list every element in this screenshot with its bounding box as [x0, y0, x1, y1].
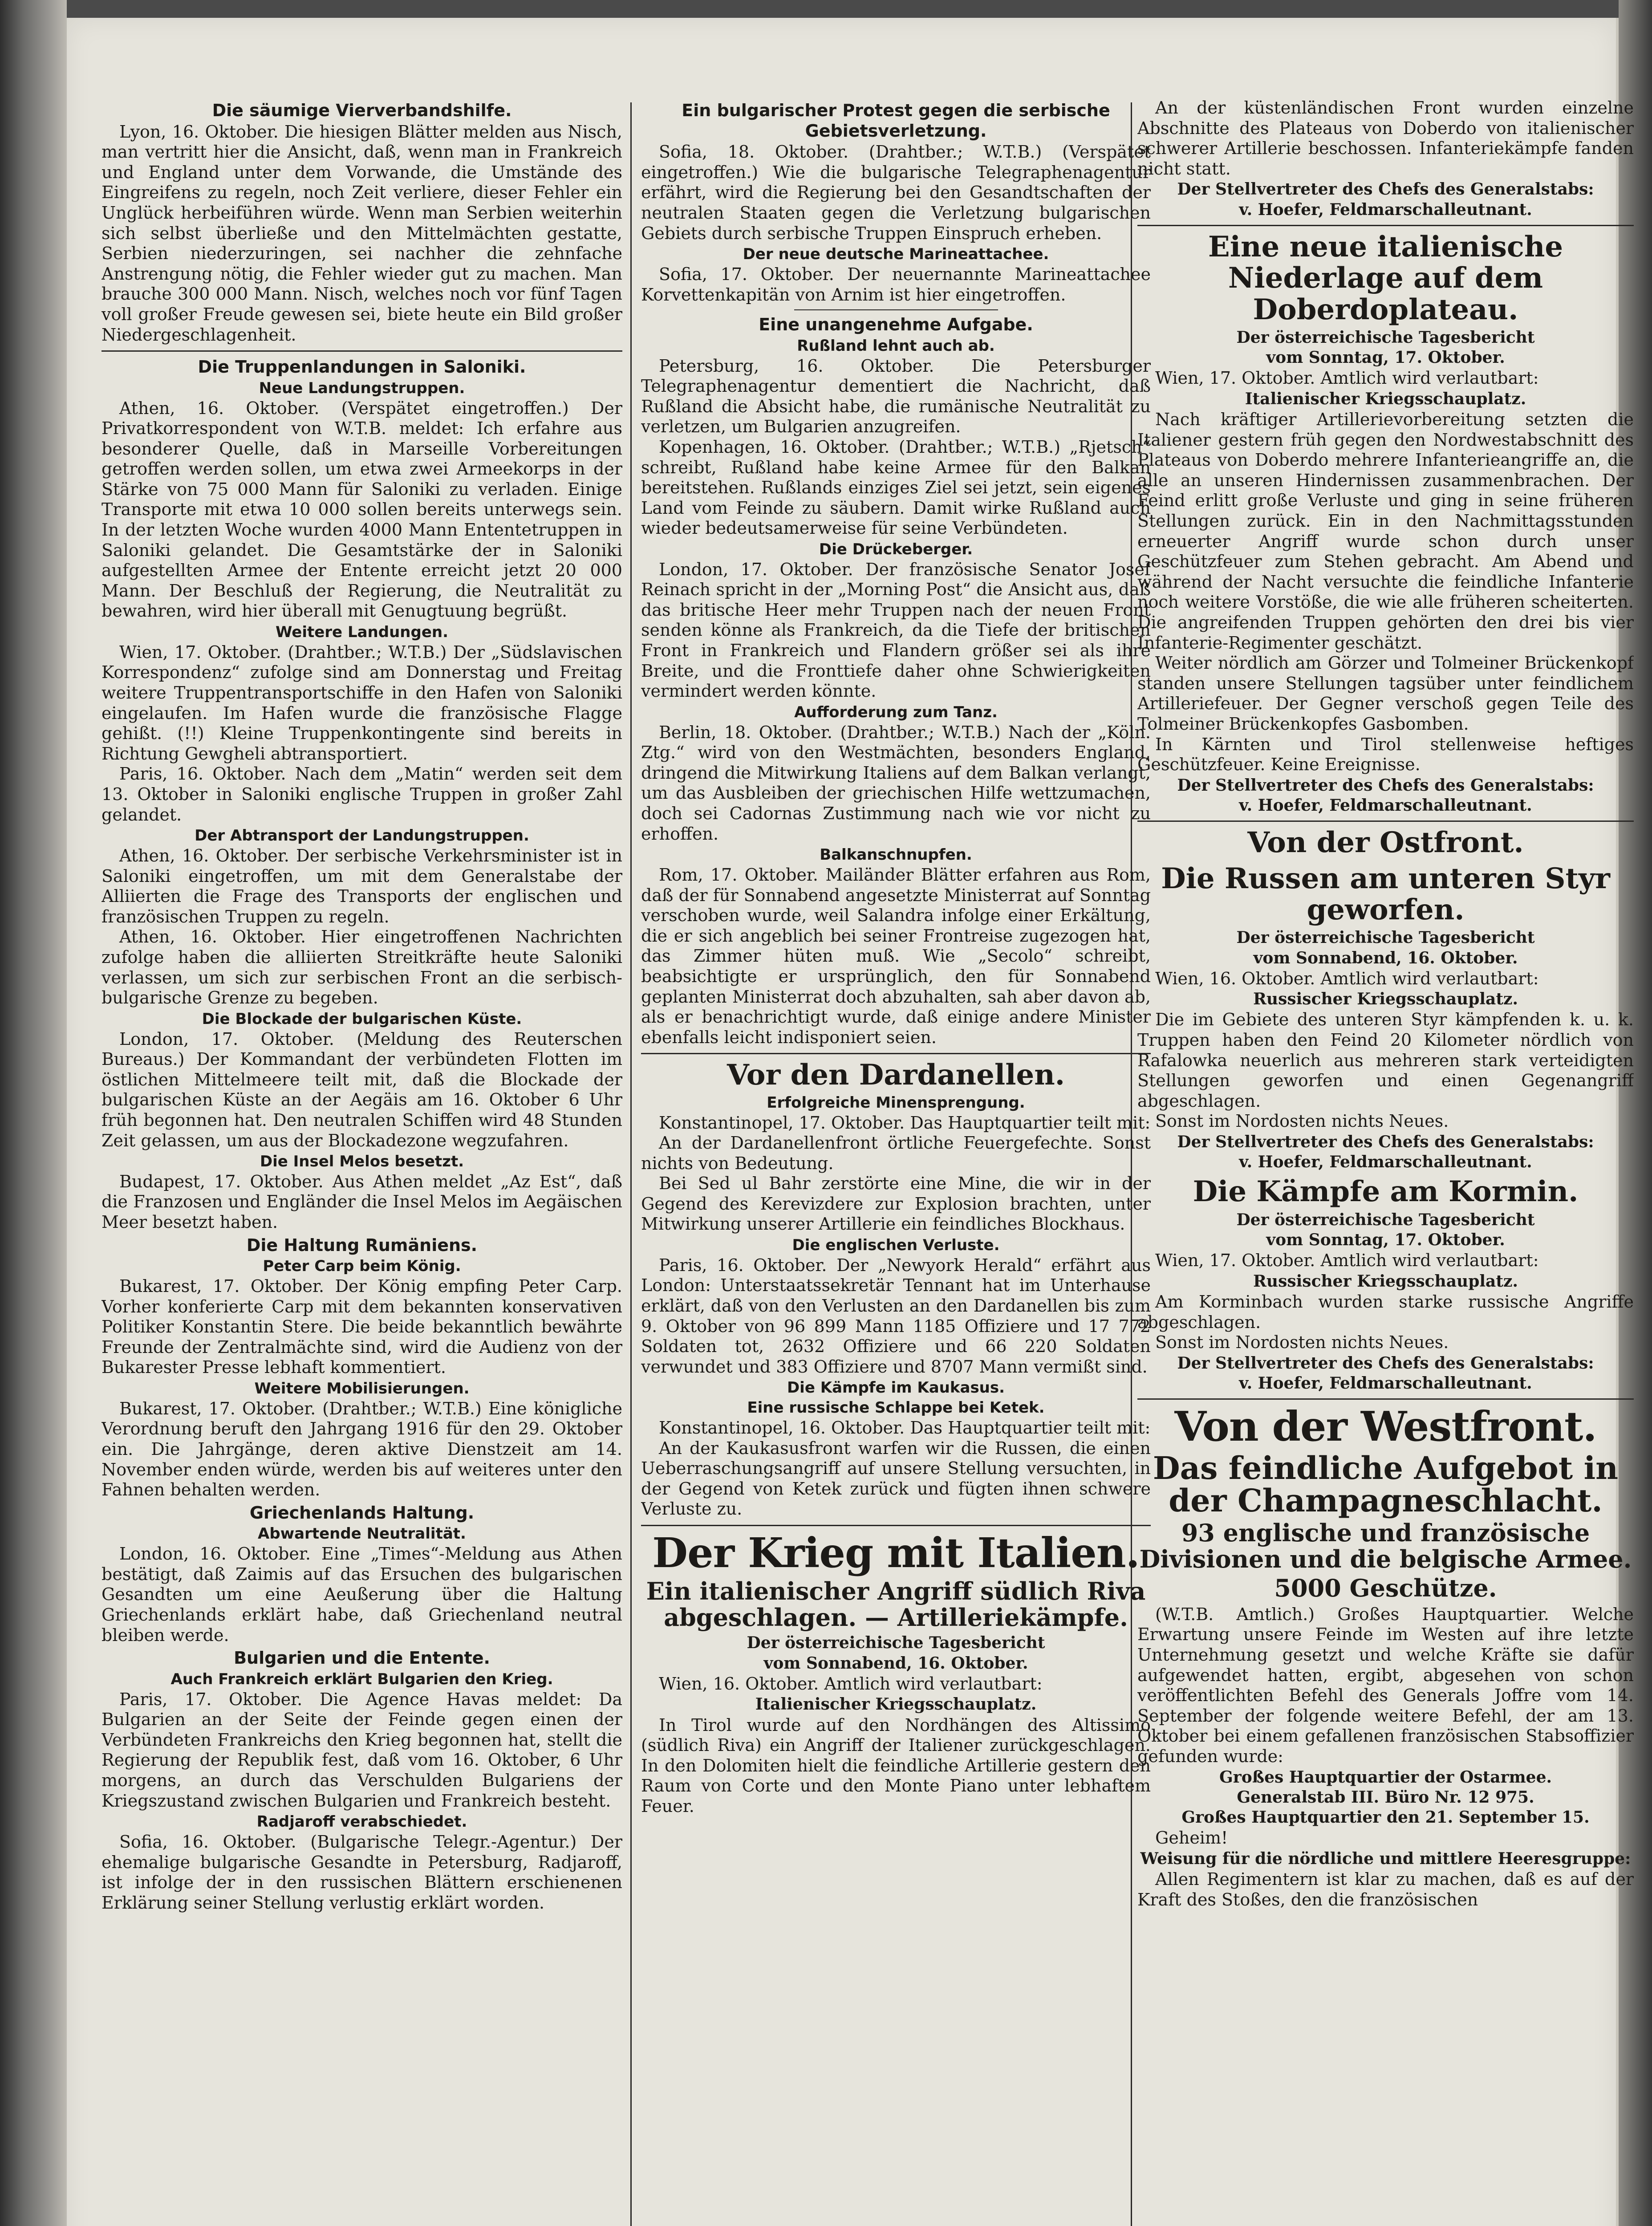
article-paragraph: London, 17. Oktober. (Meldung des Reuterschen Bureaus.) Der Kommandant der verbündeten Flotten im östlichen Mittelmeere teilt mit, daß die Blockade der bulgarischen Küste an der Aegäis am 16. Oktober 6 Uhr früh begonnen hat. Den neutralen Schiffen wird 48 Stunden Zeit gelassen, um aus der Blockadezone wegzufahren.	[101, 1029, 622, 1150]
section-headline: Die Kämpfe am Kormin.	[1193, 1175, 1579, 1209]
dateline-line: v. Hoefer, Feldmarschalleutnant.	[1239, 1153, 1532, 1172]
article-paragraph: London, 16. Oktober. Eine „Times“-Meldung aus Athen bestätigt, daß Zaimis auf das Ersuchen des bulgarischen Gesandten um eine Aeußerung über die Haltung Griechenlands erklärt habe, daß Griechenland neutral bleiben werde.	[101, 1544, 622, 1645]
article-subheadline: Die englischen Verluste.	[792, 1236, 1000, 1255]
article-paragraph: Athen, 16. Oktober. Hier eingetroffenen Nachrichten zufolge haben die alliierten Streitkräfte heute Saloniki verlassen, um sich zur serbischen Front an die serbisch-bulgarische Grenze zu begeben.	[101, 927, 622, 1008]
dateline-line: v. Hoefer, Feldmarschalleutnant.	[1239, 1373, 1532, 1393]
article-subheadline: Weitere Landungen.	[275, 623, 449, 642]
article-subheadline: Erfolgreiche Minensprengung.	[767, 1093, 1025, 1112]
article-subheadline: Balkanschnupfen.	[820, 846, 972, 864]
article-subheadline: Aufforderung zum Tanz.	[794, 703, 998, 721]
column-middle	[641, 98, 1151, 2226]
article-paragraph: (W.T.B. Amtlich.) Großes Hauptquartier. Welche Erwartung unsere Feinde im Westen auf ihre letzte Unternehmung gesetzt und welche Kräfte sie dafür aufgewendet hatten, ergibt, abgesehen von schon veröffentlichten Befehl des Generals Joffre vom 14. September der folgende weitere Befehl, der am 13. Oktober bei einem gefallenen französischen Stabsoffizier gefunden wurde:	[1137, 1604, 1634, 1767]
section-rule	[1137, 1398, 1634, 1400]
column-right	[1137, 98, 1634, 2226]
article-paragraph: In Kärnten und Tirol stellenweise heftiges Geschützfeuer. Keine Ereignisse.	[1137, 734, 1634, 775]
section-headline: Von der Ostfront.	[1247, 826, 1524, 860]
dateline-line: Der Stellvertreter des Chefs des Generalstabs:	[1177, 1133, 1594, 1152]
article-paragraph: Petersburg, 16. Oktober. Die Petersburger Telegraphenagentur dementiert die Nachricht, daß Rußland die Absicht habe, die rumänische Neutralität zu verletzen, um Bulgarien anzugreifen.	[641, 356, 1151, 437]
article-subheadline: Der neue deutsche Marineattachee.	[743, 245, 1049, 264]
article-paragraph: Wien, 17. Oktober. Amtlich wird verlautbart:	[1155, 368, 1539, 388]
article-paragraph: An der küstenländischen Front wurden einzelne Abschnitte des Plateaus von Doberdo von italienischer schwerer Artillerie beschossen. Infanteriekämpfe fanden nicht statt.	[1137, 98, 1634, 179]
dateline-line: Russischer Kriegsschauplatz.	[1253, 1271, 1518, 1291]
article-paragraph: Budapest, 17. Oktober. Aus Athen meldet „Az Est“, daß die Franzosen und Engländer die Insel Melos im Aegäischen Meer besetzt haben.	[101, 1171, 622, 1232]
section-headline: Eine neue italienische Niederlage auf dem Doberdoplateau.	[1208, 230, 1563, 326]
article-subheadline: Die Insel Melos besetzt.	[260, 1153, 464, 1171]
dateline-line: v. Hoefer, Feldmarschalleutnant.	[1239, 200, 1532, 219]
dateline-line: Der österreichische Tagesbericht	[1236, 928, 1535, 947]
short-rule	[794, 309, 998, 310]
feature-headline: 5000 Geschütze.	[1274, 1574, 1497, 1603]
article-headline: Ein bulgarischer Protest gegen die serbische Gebietsverletzung.	[682, 101, 1110, 141]
article-paragraph: Paris, 16. Oktober. Der „Newyork Herald“ erfährt aus London: Unterstaatssekretär Tennant hat im Unterhause erklärt, daß von den Verlusten an den Dardanellen bis zum 9. Oktober von 96 899 Mann 1185 Offiziere und 17 772 Soldaten tot, 2632 Offiziere und 66 220 Soldaten verwundet und 383 Offiziere und 8707 Mann vermißt sind.	[641, 1255, 1151, 1377]
article-paragraph: Wien, 17. Oktober. Amtlich wird verlautbart:	[1155, 1251, 1539, 1271]
article-paragraph: Bukarest, 17. Oktober. Der König empfing Peter Carp. Vorher konferierte Carp mit dem bekannten konservativen Politiker Konstantin Stere. Die beide bekanntlich bewährte Freunde der Zentralmächte sind, wird die Audienz von der Bukarester Presse lebhaft kommentiert.	[101, 1276, 622, 1377]
dateline-line: Der Stellvertreter des Chefs des Generalstabs:	[1177, 180, 1594, 199]
article-subheadline: Eine russische Schlappe bei Ketek.	[747, 1399, 1045, 1417]
banner-headline: Der Krieg mit Italien.	[652, 1529, 1140, 1577]
article-paragraph: Sofia, 17. Oktober. Der neuernannte Marineattachee Korvettenkapitän von Arnim ist hier eingetroffen.	[641, 264, 1151, 305]
article-paragraph: Athen, 16. Oktober. (Verspätet eingetroffen.) Der Privatkorrespondent von W.T.B. meldet: Ich erfahre aus besonderer Quelle, daß in Marseille Vorbereitungen getroffen werden sollen, um etwa zwei Armeekorps in der Stärke von 75 000 Mann für Saloniki zu verladen. Einige Transporte mit etwa 10 000 sollen bereits unterwegs sein. In der letzten Woche wurden 4000 Mann Ententetruppen in Saloniki gelandet. Die Gesamtstärke der in Saloniki aufgestellten Armee der Entente erreicht jetzt 20 000 Mann. Der Beschluß der Regierung, die Neutralität zu bewahren, wird hier überall mit Genugtuung begrüßt.	[101, 398, 622, 621]
dateline-line: Der Stellvertreter des Chefs des Generalstabs:	[1177, 776, 1594, 795]
article-headline: Eine unangenehme Aufgabe.	[759, 315, 1033, 335]
article-paragraph: Konstantinopel, 17. Oktober. Das Hauptquartier teilt mit:	[659, 1113, 1151, 1133]
article-subheadline: Der Abtransport der Landungstruppen.	[195, 827, 529, 845]
article-paragraph: Sofia, 16. Oktober. (Bulgarische Telegr.-Agentur.) Der ehemalige bulgarische Gesandte in Petersburg, Radjaroff, ist infolge der in den russischen Blättern erschienenen Erklärung seiner Stellung verlustig erklärt worden.	[101, 1832, 622, 1913]
banner-headline: Von der Westfront.	[1174, 1402, 1597, 1451]
section-headline: Vor den Dardanellen.	[727, 1058, 1065, 1092]
dateline-line: Der österreichische Tagesbericht	[1236, 328, 1535, 347]
section-headline: Die Russen am unteren Styr geworfen.	[1161, 861, 1610, 926]
dateline-line: Großes Hauptquartier der Ostarmee.	[1219, 1767, 1552, 1787]
article-paragraph: Bukarest, 17. Oktober. (Drahtber.; W.T.B.) Eine königliche Verordnung beruft den Jahrgang 1916 für den 29. Oktober ein. Die Jahrgänge, deren aktive Dienstzeit am 14. November enden würde, werden bis auf weiteres unter den Fahnen behalten werden.	[101, 1398, 622, 1500]
banner-subheadline: Das feindliche Aufgebot in der Champagneschlacht.	[1153, 1449, 1619, 1519]
article-subheadline: Auch Frankreich erklärt Bulgarien den Krieg.	[170, 1670, 553, 1688]
dateline-line: Italienischer Kriegsschauplatz.	[755, 1695, 1037, 1714]
article-paragraph: Rom, 17. Oktober. Mailänder Blätter erfahren aus Rom, daß der für Sonnabend angesetzte Ministerrat auf Sonntag verschoben wurde, weil Salandra infolge einer Erkältung, die er sich angeblich bei seiner Frontreise zugezogen hat, das Zimmer hüten muß. Wie „Secolo“ schreibt, beabsichtigte er ursprünglich, den für Sonnabend geplanten Ministerrat doch abzuhalten, sah aber davon ab, als er benachrichtigt wurde, daß einige andere Minister ebenfalls leicht indisponiert seien.	[641, 865, 1151, 1047]
article-paragraph: An der Dardanellenfront örtliche Feuergefechte. Sonst nichts von Bedeutung.	[641, 1133, 1151, 1173]
dateline-line: vom Sonnabend, 16. Oktober.	[763, 1653, 1028, 1673]
article-paragraph: London, 17. Oktober. Der französische Senator Josef Reinach spricht in der „Morning Post“ die Ansicht aus, daß das britische Heer mehr Truppen nach der neuen Front senden könne als Frankreich, da die Tiefe der britischen Front in Frankreich und Flandern größer sei als ihre Breite, und die Fronttiefe daher ohne Schwierigkeiten vermindert werden könnte.	[641, 559, 1151, 701]
dateline-line: Großes Hauptquartier den 21. September 15.	[1181, 1808, 1590, 1827]
article-paragraph: Bei Sed ul Bahr zerstörte eine Mine, die wir in der Gegend des Kerevizdere zur Explosion brachten, unter Mitwirkung unserer Artillerie ein feindliches Blockhaus.	[641, 1174, 1151, 1234]
section-rule	[641, 1053, 1151, 1054]
article-headline: Die Haltung Rumäniens.	[246, 1235, 478, 1255]
article-subheadline: Peter Carp beim König.	[263, 1257, 461, 1275]
dateline-line: Russischer Kriegsschauplatz.	[1253, 990, 1518, 1009]
article-paragraph: Wien, 16. Oktober. Amtlich wird verlautbart:	[659, 1674, 1043, 1694]
section-rule	[1137, 821, 1634, 822]
dateline-line: Der österreichische Tagesbericht	[1236, 1210, 1535, 1229]
dateline-line: vom Sonnabend, 16. Oktober.	[1253, 948, 1518, 967]
article-paragraph: Paris, 17. Oktober. Die Agence Havas meldet: Da Bulgarien an der Seite der Feinde gegen einen der Verbündeten Frankreichs den Krieg begonnen hat, stellt die Regierung der Republik fest, daß vom 16. Oktober, 6 Uhr morgens, an durch das Verschulden Bulgariens der Kriegszustand zwischen Bulgarien und Frankreich besteht.	[101, 1689, 622, 1811]
article-paragraph: Geheim!	[1155, 1828, 1228, 1848]
dateline-line: Weisung für die nördliche und mittlere Heeresgruppe:	[1140, 1849, 1631, 1868]
article-paragraph: Paris, 16. Oktober. Nach dem „Matin“ werden seit dem 13. Oktober in Saloniki englische Truppen in großer Zahl gelandet.	[101, 764, 622, 825]
dateline-line: Der österreichische Tagesbericht	[747, 1633, 1045, 1653]
article-paragraph: Sonst im Nordosten nichts Neues.	[1155, 1332, 1449, 1353]
book-spine	[0, 0, 67, 2226]
article-paragraph: Wien, 16. Oktober. Amtlich wird verlautbart:	[1155, 968, 1539, 988]
section-rule	[101, 350, 622, 352]
article-paragraph: Weiter nördlich am Görzer und Tolmeiner Brückenkopf standen unsere Stellungen tagsüber unter feindlichem Artilleriefeuer. Der Gegner verschoß gegen Teile des Tolmeiner Brückenkopfes Gasbomben.	[1137, 653, 1634, 734]
article-subheadline: Rußland lehnt auch ab.	[797, 337, 995, 355]
article-paragraph: Nach kräftiger Artillerievorbereitung setzten die Italiener gestern früh gegen den Nordwestabschnitt des Plateaus von Doberdo mehrere Infanterieangriffe an, die alle an unseren Hindernissen zusammenbrachen. Der Feind erlitt große Verluste und ging in seine früheren Stellungen zurück. Ein in den Nachmittagsstunden erneuerter Angriff wurde schon durch unser Geschützfeuer zum Stehen gebracht. Am Abend und während der Nacht versuchte die feindliche Infanterie noch weitere Vorstöße, die wie alle früheren scheiterten. Die angreifenden Truppen gehörten den drei bis vier Infanterie-Regimenter geschätzt.	[1137, 410, 1634, 653]
article-subheadline: Neue Landungstruppen.	[259, 379, 465, 397]
article-paragraph: Sofia, 18. Oktober. (Drahtber.; W.T.B.) (Verspätet eingetroffen.) Wie die bulgarische Telegraphenagentur erfährt, wird die Regierung bei den Gesandtschaften der neutralen Staaten gegen die Verletzung bulgarischen Gebiets durch serbische Truppen Einspruch erheben.	[641, 142, 1151, 243]
article-paragraph: In Tirol wurde auf den Nordhängen des Altissimo (südlich Riva) ein Angriff der Italiener zurückgeschlagen. In den Dolomiten hielt die feindliche Artillerie gestern den Raum von Corte und den Monte Piano unter lebhaftem Feuer.	[641, 1715, 1151, 1816]
article-headline: Die Truppenlandungen in Saloniki.	[198, 357, 526, 377]
article-paragraph: Lyon, 16. Oktober. Die hiesigen Blätter melden aus Nisch, man vertritt hier die Ansicht, daß, wenn man in Frankreich und England unter dem Vorwande, die Umstände des Eingreifens zu regeln, noch Zeit verliere, dieser Fehler ein Unglück herbeiführen würde. Wenn man Serbien weiterhin sich selbst überließe und den Mittelmächten gestatte, Serbien niederzuringen, sei nachher die zehnfache Anstrengung nötig, die Fehler wieder gut zu machen. Man brauche 300 000 Mann. Nisch, welches noch vor fünf Tagen voll großer Freude gewesen sei, biete heute ein Bild großer Niedergeschlagenheit.	[101, 122, 622, 345]
article-paragraph: An der Kaukasusfront warfen wir die Russen, die einen Ueberraschungsangriff auf unsere Stellung versuchten, in der Gegend von Ketek zurück und fügten ihnen schwere Verluste zu.	[641, 1438, 1151, 1519]
article-paragraph: Athen, 16. Oktober. Der serbische Verkehrsminister ist in Saloniki eingetroffen, um mit dem Generalstabe der Alliierten die Frage des Transports der englischen und französischen Truppen zu regeln.	[101, 845, 622, 926]
article-subheadline: Die Drückeberger.	[819, 540, 973, 558]
article-subheadline: Abwartende Neutralität.	[258, 1525, 466, 1543]
article-paragraph: Wien, 17. Oktober. (Drahtber.; W.T.B.) Der „Südslavischen Korrespondenz“ zufolge sind am Donnerstag und Freitag weitere Truppentransportschiffe in den Hafen von Saloniki eingelaufen. Im Hafen wurde die französische Flagge gehißt. (!!) Kleine Truppenkontingente sind bereits in Richtung Gewgheli abtransportiert.	[101, 642, 622, 764]
feature-headline: Ein italienischer Angriff südlich Riva abgeschlagen. — Artilleriekämpfe.	[646, 1576, 1146, 1632]
section-rule	[1137, 225, 1634, 226]
article-paragraph: Berlin, 18. Oktober. (Drahtber.; W.T.B.) Nach der „Köln. Ztg.“ wird von den Westmächten, besonders England, dringend die Mitwirkung Italiens auf dem Balkan verlangt, um das Ausbleiben der griechischen Hilfe wettzumachen, doch sei Cadornas Zustimmung nach wie vor nicht zu erhoffen.	[641, 722, 1151, 844]
dateline-line: Italienischer Kriegsschauplatz.	[1245, 389, 1526, 408]
dateline-line: v. Hoefer, Feldmarschalleutnant.	[1239, 796, 1532, 815]
column-left	[101, 98, 622, 2226]
article-paragraph: Kopenhagen, 16. Oktober. (Drahtber.; W.T.B.) „Rjetsch“ schreibt, Rußland habe keine Armee für den Balkan bereitstehen. Rußlands einziges Ziel sei jetzt, sein eigenes Land vom Feinde zu säubern. Damit wirke Rußland auch wieder bedeutsamerweise für seine Verbündeten.	[641, 437, 1151, 538]
column-divider	[630, 102, 632, 2226]
dateline-line: Der Stellvertreter des Chefs des Generalstabs:	[1177, 1353, 1594, 1373]
article-paragraph: Am Korminbach wurden starke russische Angriffe abgeschlagen.	[1137, 1292, 1634, 1332]
dateline-line: Generalstab III. Büro Nr. 12 975.	[1237, 1787, 1534, 1807]
article-headline: Bulgarien und die Entente.	[234, 1648, 490, 1668]
article-subheadline: Die Kämpfe im Kaukasus.	[787, 1379, 1005, 1397]
article-paragraph: Konstantinopel, 16. Oktober. Das Hauptquartier teilt mit:	[659, 1418, 1151, 1438]
feature-headline: 93 englische und französische Divisionen und die belgische Armee.	[1139, 1518, 1632, 1574]
section-rule	[641, 1525, 1151, 1526]
article-subheadline: Die Blockade der bulgarischen Küste.	[202, 1010, 522, 1028]
article-paragraph: Die im Gebiete des unteren Styr kämpfenden k. u. k. Truppen haben den Feind 20 Kilometer nördlich von Rafalowka neuerlich aus mehreren stark verteidigten Stellungen geworfen und einen Gegenangriff abgeschlagen.	[1137, 1010, 1634, 1111]
dateline-line: vom Sonntag, 17. Oktober.	[1266, 1230, 1505, 1249]
article-headline: Griechenlands Haltung.	[249, 1503, 475, 1523]
article-paragraph: Sonst im Nordosten nichts Neues.	[1155, 1111, 1449, 1131]
article-subheadline: Radjaroff verabschiedet.	[256, 1813, 467, 1831]
dateline-line: vom Sonntag, 17. Oktober.	[1266, 348, 1505, 367]
article-subheadline: Weitere Mobilisierungen.	[254, 1380, 470, 1398]
article-paragraph: Allen Regimentern ist klar zu machen, daß es auf der Kraft des Stoßes, den die französischen	[1137, 1869, 1634, 1909]
article-headline: Die säumige Vierverbandshilfe.	[212, 101, 512, 120]
